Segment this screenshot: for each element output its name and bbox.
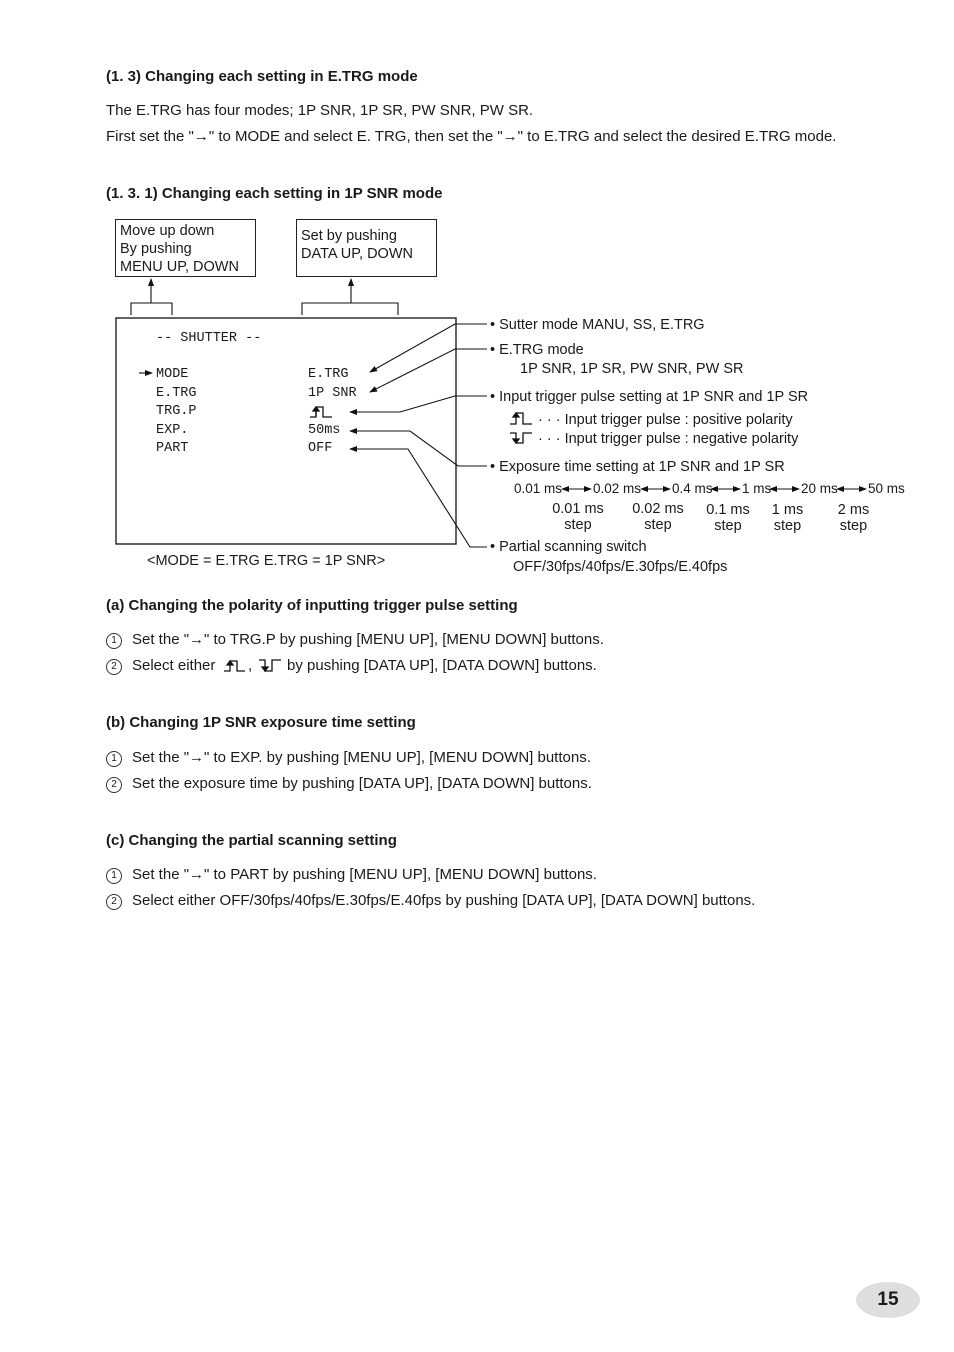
section-b-step-1: [106, 749, 591, 767]
exposure-step-2: [694, 502, 762, 534]
screen-label-part: PART: [156, 441, 189, 456]
exposure-value-5: 50 ms: [868, 481, 905, 496]
annotation-etrg-mode: • E.TRG mode: [490, 342, 584, 358]
exposure-value-3: 1 ms: [742, 481, 772, 496]
inline-positive-pulse-icon: [224, 661, 245, 671]
annotation-trigger-negative: · · · Input trigger pulse : negative polarity: [538, 431, 799, 447]
leader-mode: [370, 324, 487, 372]
callout-left-line-3: MENU UP, DOWN: [120, 259, 239, 275]
section-a-step-2-post: by pushing [DATA UP], [DATA DOWN] buttons.: [287, 657, 597, 674]
page-number: 15: [877, 1289, 899, 1310]
exposure-step-1: [623, 501, 693, 533]
screen-title: -- SHUTTER --: [156, 331, 262, 346]
exposure-step-0: [543, 501, 613, 533]
step-word: step: [714, 518, 742, 534]
step-amount: 0.1 ms: [706, 502, 750, 518]
step-number-marker: 1: [106, 868, 122, 884]
step-amount: 0.01 ms: [552, 501, 604, 517]
step-number-marker: 1: [106, 633, 122, 649]
screen-caption: <MODE = E.TRG E.TRG = 1P SNR>: [147, 553, 386, 569]
exposure-value-1: 0.02 ms: [593, 481, 642, 496]
annotation-trigger-positive: · · · Input trigger pulse : positive polarity: [538, 412, 793, 428]
section-heading-1-3: (1. 3) Changing each setting in E.TRG mode: [106, 68, 418, 85]
exposure-value-4: 20 ms: [801, 481, 838, 496]
screen-value-exp: 50ms: [308, 423, 341, 438]
screen-value-etrg: 1P SNR: [308, 386, 357, 401]
screen-label-mode: MODE: [156, 367, 189, 382]
section-heading-b: (b) Changing 1P SNR exposure time setting: [106, 714, 416, 731]
annotation-partial: • Partial scanning switch: [490, 539, 647, 555]
legend-negative-pulse-icon: [510, 433, 532, 443]
data-bracket: [302, 279, 398, 315]
leader-part: [350, 449, 487, 547]
step-amount: 0.02 ms: [632, 501, 684, 517]
callout-left-line-1: Move up down: [120, 223, 215, 239]
step-word: step: [773, 518, 802, 534]
step-text-pre: Select either: [132, 657, 216, 674]
step-amount: 1 ms: [771, 502, 804, 518]
intro-line-1: The E.TRG has four modes; 1P SNR, 1P SR, PW SNR, PW SR.: [106, 102, 534, 119]
annotation-exposure: • Exposure time setting at 1P SNR and 1P SR: [490, 459, 785, 475]
exposure-value-2: 0.4 ms: [672, 481, 713, 496]
step-number-marker: 2: [106, 659, 122, 675]
step-word: step: [564, 517, 592, 533]
exposure-step-3: [760, 502, 815, 534]
exposure-step-4: [826, 502, 881, 534]
step-word: step: [839, 518, 868, 534]
step-amount: 2 ms: [837, 502, 870, 518]
step-text: Set the "→" to TRG.P by pushing [MENU UP], [MENU DOWN] buttons.: [132, 631, 604, 648]
screen-label-etrg: E.TRG: [156, 386, 197, 401]
step-number-marker: 1: [106, 751, 122, 767]
screen-label-exp: EXP.: [156, 423, 189, 438]
step-text: Set the exposure time by pushing [DATA UP], [DATA DOWN] buttons.: [132, 775, 592, 792]
exposure-value-0: 0.01 ms: [514, 481, 563, 496]
step-word: step: [644, 517, 672, 533]
annotation-sutter-mode: • Sutter mode MANU, SS, E.TRG: [490, 317, 705, 333]
section-a-step-1: [106, 631, 604, 649]
callout-right-line-2: DATA UP, DOWN: [301, 246, 413, 262]
screen-value-mode: E.TRG: [308, 367, 349, 382]
callout-right-line-1: Set by pushing: [301, 228, 397, 244]
section-b-step-2: [106, 775, 592, 793]
section-a-step-2: [106, 657, 215, 675]
section-heading-1-3-1: (1. 3. 1) Changing each setting in 1P SNR mode: [106, 185, 443, 202]
annotation-trigger: • Input trigger pulse setting at 1P SNR and 1P SR: [490, 389, 809, 405]
step-number-marker: 2: [106, 894, 122, 910]
step-text: Select either OFF/30fps/40fps/E.30fps/E.40fps by pushing [DATA UP], [DATA DOWN] buttons.: [132, 892, 756, 909]
section-heading-a: (a) Changing the polarity of inputting trigger pulse setting: [106, 597, 518, 614]
step-text: Set the "→" to PART by pushing [MENU UP], [MENU DOWN] buttons.: [132, 866, 597, 883]
annotation-partial-values: OFF/30fps/40fps/E.30fps/E.40fps: [513, 559, 728, 575]
screen-value-part: OFF: [308, 441, 333, 456]
positive-pulse-icon: [310, 407, 332, 417]
inline-negative-pulse-icon: [259, 660, 281, 671]
legend-positive-pulse-icon: [510, 413, 532, 424]
section-a-step-2-separator: ,: [248, 657, 253, 674]
section-heading-c: (c) Changing the partial scanning setting: [106, 832, 397, 849]
step-number-marker: 2: [106, 777, 122, 793]
section-c-step-2: [106, 892, 755, 910]
intro-line-2: First set the "→" to MODE and select E. TRG, then set the "→" to E.TRG and select the desired E.TRG mode.: [106, 128, 837, 145]
step-text: Set the "→" to EXP. by pushing [MENU UP], [MENU DOWN] buttons.: [132, 749, 591, 766]
screen-label-trgp: TRG.P: [156, 404, 197, 419]
callout-left-line-2: By pushing: [120, 241, 192, 257]
section-c-step-1: [106, 866, 597, 884]
annotation-etrg-mode-values: 1P SNR, 1P SR, PW SNR, PW SR: [520, 361, 744, 377]
menu-bracket: [131, 279, 172, 315]
leader-etrg: [370, 349, 487, 392]
leader-trgp: [350, 396, 487, 412]
